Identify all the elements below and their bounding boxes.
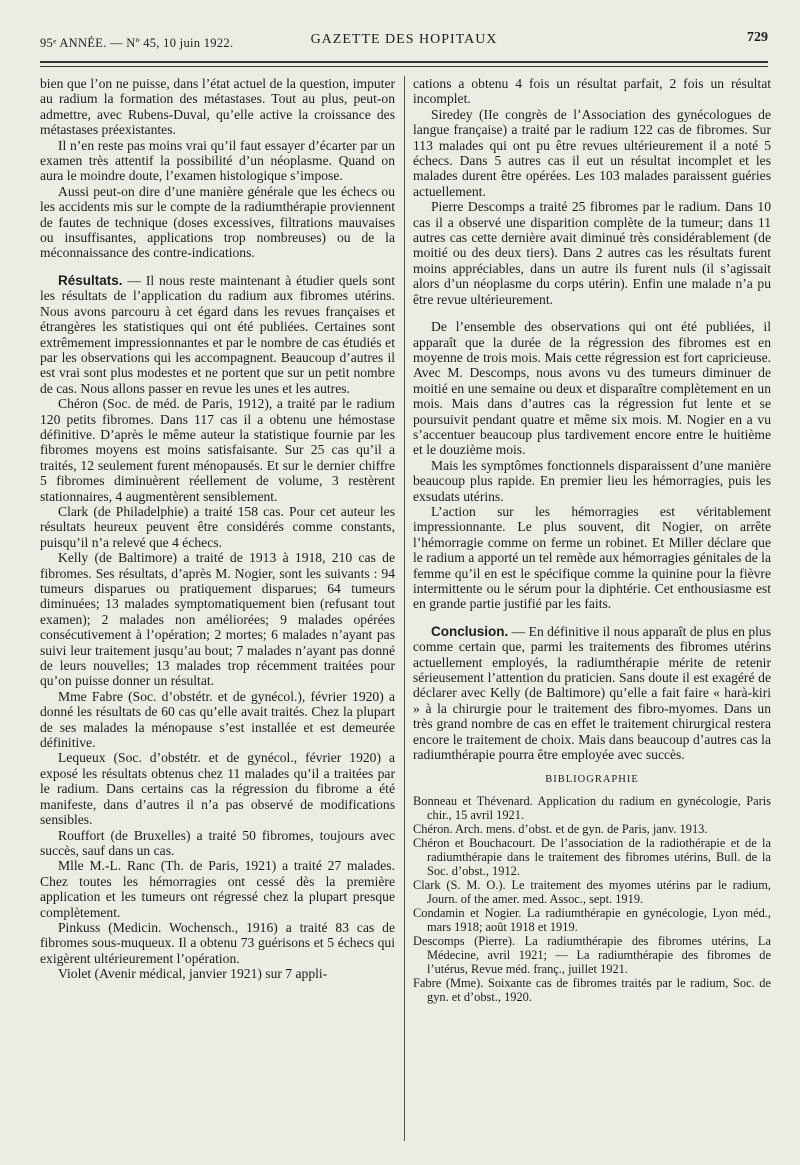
paragraph-text: De l’ensemble des observations qui ont été publiées, il apparaît que la durée de la régression des fibromes est en moyenne de trois mois. Mais cette régression est fort capricieuse. Avec M. Descomps, nous avons vu des tumeurs diminuer de moitié en une semaine ou deux et disparaître complètement en un mois. Mais dans d’autres cas la régression fut lente et se poursuivit pendant quatre et même six mois. M. Nogier en a vu s’accentuer beaucoup plus tardivement encore entre le huitième et le douzième mois. (413, 319, 771, 458)
paragraph (40, 184, 395, 261)
paragraph-text: Rouffort (de Bruxelles) a traité 50 fibromes, toujours avec succès, sauf dans un cas. (40, 827, 395, 858)
page-number: 729 (747, 30, 768, 45)
section-heading: Conclusion. (431, 623, 509, 639)
bibliography-entry: Bonneau et Thévenard. Application du radium en gynécologie, Paris chir., 15 avril 1921. (413, 793, 771, 822)
paragraph (40, 138, 395, 184)
paragraph (413, 504, 771, 612)
paragraph (40, 750, 395, 827)
paragraph (40, 828, 395, 859)
paragraph-text: bien que l’on ne puisse, dans l’état actuel de la question, imputer au radium la formation des métastases. Tout au plus, peut-on admettre, avec Rubens-Duval, qu’elle active la croissance des métastases préexistantes. (40, 76, 395, 138)
paragraph (40, 396, 395, 504)
paragraph-text: Mme Fabre (Soc. d’obstétr. et de gynécol.), février 1920) a donné les résultats de 60 cas qu’elle avait traités. Chez la plupart de ses malades la ménopause s’est installée et est demeurée définitive. (40, 688, 395, 751)
paragraph-text: Il n’en reste pas moins vrai qu’il faut essayer d’écarter par un examen très attentif la possibilité d’un néoplasme. Quand on aura le moindre doute, l’examen histologique s’impose. (40, 137, 395, 184)
paragraph-text: Mais les symptômes fonctionnels disparaissent d’une manière beaucoup plus rapide. En premier lieu les hémorragies, puis les exsudats utérins. (413, 457, 771, 504)
header-rule-thin (40, 66, 768, 67)
issue-info: 95ᵉ ANNÉE. — Nº 45, 10 juin 1922. (40, 36, 234, 50)
paragraph (413, 458, 771, 504)
paragraph (40, 920, 395, 966)
paragraph (413, 199, 771, 307)
paragraph-text: Clark (de Philadelphie) a traité 158 cas. Pour cet auteur les résultats heureux peuvent être considérés comme constants, puisqu’il n’a relevé que 4 échecs. (40, 503, 395, 550)
paragraph-text: Aussi peut-on dire d’une manière générale que les échecs ou les accidents mis sur le compte de la radiumthérapie proviennent de fautes de technique (doses excessives, filtrations mauvaises ou insuffisantes, applications trop nombreuses) ou de la méconnaissance des contre-indications. (40, 183, 395, 261)
paragraph (413, 76, 771, 107)
paragraph-text: Pierre Descomps a traité 25 fibromes par le radium. Dans 10 cas il a observé une disparition complète de la tumeur; dans 11 autres cas cette dernière avait diminué très considérablement (de moitié ou des deux tiers). Dans 2 autres cas les résultats furent moins appréciables, dans un autre ils furent nuls (il s’agissait alors d’un néoplasme du corps utérin). Enfin une malade n’a pu être revue ultérieurement. (413, 199, 771, 307)
paragraph-text: Siredey (IIe congrès de l’Association des gynécologues de langue française) a traité par le radium 122 cas de fibromes. Sur 113 malades qui ont pu être revues ultérieurement il a noté 5 échecs. Dans 5 autres cas il eut un résultat incomplet et les malades durent être opérées. Les 103 malades paraissent guéries actuellement. (413, 106, 771, 199)
bibliography-list (413, 794, 771, 1004)
right-column (413, 76, 771, 1146)
paragraph (40, 966, 395, 981)
header-rule (40, 61, 768, 63)
paragraph (413, 107, 771, 199)
section-heading: Résultats. (58, 272, 123, 288)
column-divider (404, 76, 405, 1141)
paragraph-text: Lequeux (Soc. d’obstétr. et de gynécol., février 1920) a exposé les résultats obtenus chez 11 malades qu’il a traitées par le radium. Dans certains cas la régression du fibrome a été manifeste, dans d’autres il n’a pas observé de modifications sensibles. (40, 750, 395, 828)
paragraph (40, 76, 395, 138)
paragraph (40, 858, 395, 920)
bibliography-entry: Fabre (Mme). Soixante cas de fibromes traités par le radium, Soc. de gyn. et d’obst., 1920. (413, 975, 771, 1004)
paragraph (413, 319, 771, 458)
paragraph-text: Kelly (de Baltimore) a traité de 1913 à 1918, 210 cas de fibromes. Ses résultats, d’après M. Nogier, sont les suivants : 94 tumeurs disparues ou pratiquement disparues; 64 tumeurs diminuées; 13 malades symptomatiquement bien (refusant tout examen); 2 malades non améliorées; 9 malades opérées consécutivement à l’opération; 2 mortes; 6 malades n’ayant pas suivi leur traitement jusqu’au bout; 7 malades n’ayant pas donné de leurs nouvelles; 13 malades trop récemment traitées pour qu’on puisse donner un résultat. (40, 550, 395, 689)
right-column-text (413, 76, 771, 762)
paragraph (40, 689, 395, 751)
bibliography-entry: Descomps (Pierre). La radiumthérapie des fibromes utérins, La Médecine, avril 1921; — La radiumthérapie des fibromes de l’utérus, Revue méd. franç., juillet 1921. (413, 933, 771, 976)
bibliography-entry: Chéron. Arch. mens. d’obst. et de gyn. de Paris, janv. 1913. (413, 821, 708, 836)
paragraph-text: L’action sur les hémorragies est véritablement impressionnante. Le plus souvent, dit Nogier, on arrête l’hémorragie comme on ferme un robinet. Et Miller déclare que le radium a apporté un tel remède aux hémorragies génitales de la femme qu’il en est le spécifique comme la quinine pour la fièvre intermittente ou le sérum pour la diphtérie. Cet enthousiasme est en grande partie justifié par les faits. (413, 503, 771, 612)
paragraph-text: Chéron (Soc. de méd. de Paris, 1912), a traité par le radium 120 petits fibromes. Dans 117 cas il a obtenu une hémostase définitive. D’après le même auteur la statistique fournie par les fibromes moyens est moins satisfaisante. Sur 25 cas qu’il a traités, 12 seulement furent ménopausés. Et sur le dernier chiffre 5 fibromes diminuèrent réellement de volume, 3 restèrent stationnaires, 4 augmentèrent sensiblement. (40, 396, 395, 504)
page-header (40, 24, 768, 60)
bibliography-entry: Chéron et Bouchacourt. De l’association de la radiothérapie et de la radiumthérapie dans le traitement des fibromes utérins, Bull. de la Soc. d’obst., 1912. (413, 835, 771, 878)
journal-title: GAZETTE DES HOPITAUX (310, 32, 498, 47)
paragraph-text: cations a obtenu 4 fois un résultat parfait, 2 fois un résultat incomplet. (413, 76, 771, 107)
bibliography-entry: Condamin et Nogier. La radiumthérapie en gynécologie, Lyon méd., mars 1918; août 1918 et 1919. (413, 905, 771, 934)
paragraph-text: — Il nous reste maintenant à étudier quels sont les résultats de l’application du radium aux fibromes utérins. Nous avons parcouru à cet égard dans les revues françaises et étrangères les statistiques qui ont été publiées. Certaines sont extrêmement impressionnantes et par le nombre de cas étudiés et par les observations qui les accompagnent. Beaucoup d’autres il est vrai sont plus modestes et ne portent que sur un petit nombre de cas. Nous allons passer en revue les unes et les autres. (40, 272, 395, 396)
paragraph-text: — En définitive il nous apparaît de plus en plus comme certain que, parmi les traitements des fibromes utérins actuellement employés, la radiumthérapie mérite de retenir sérieusement l’attention du praticien. Sans doute il est exagéré de déclarer avec Kelly (de Baltimore) qu’elle a fait faire « harà-kiri » à la chirurgie pour le traitement des fibro-myomes. Dans un très grand nombre de cas en effet le traitement chirurgical restera encore le traitement de choix. Mais dans beaucoup d’autres cas la radiumthérapie pourra être employée avec succès. (413, 623, 771, 763)
paragraph (40, 504, 395, 550)
paragraph (40, 550, 395, 689)
bibliography-title: BIBLIOGRAPHIE (545, 774, 639, 786)
paragraph-text: Violet (Avenir médical, janvier 1921) sur 7 appli- (58, 966, 328, 982)
paragraph (413, 624, 771, 763)
left-column (40, 76, 395, 1146)
paragraph-text: Mlle M.-L. Ranc (Th. de Paris, 1921) a traité 27 malades. Chez toutes les hémorragies ont cessé dès la première application et les tumeurs ont régressé chez la plupart presque complètement. (40, 858, 395, 920)
paragraph-text: Pinkuss (Medicin. Wochensch., 1916) a traité 83 cas de fibromes sous-muqueux. Il a obtenu 73 guérisons et 5 échecs qui exigèrent ultérieurement l’opération. (40, 919, 395, 966)
paragraph (40, 273, 395, 396)
bibliography-entry: Clark (S. M. O.). Le traitement des myomes utérins par le radium, Journ. of the amer. med. Assoc., sept. 1919. (413, 877, 771, 906)
